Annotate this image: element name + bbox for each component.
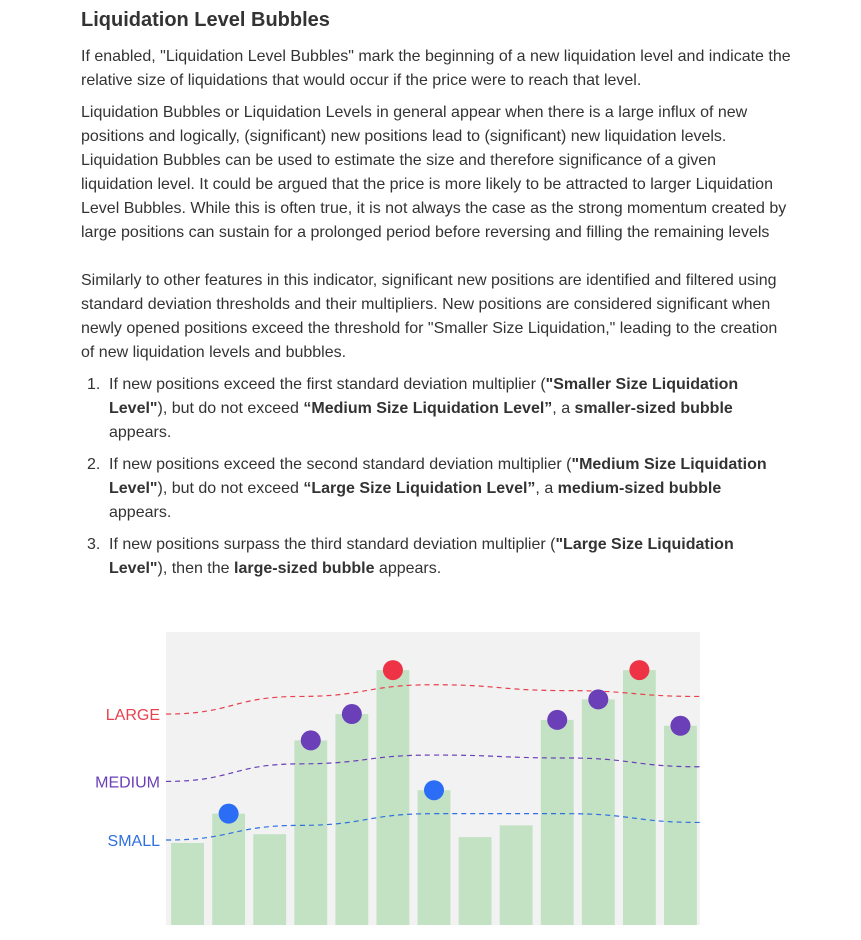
bubble-medium	[588, 689, 608, 709]
chart-bar	[253, 834, 286, 925]
list-bold: large-sized bubble	[234, 560, 375, 577]
list-text: ), but do not exceed	[157, 480, 304, 497]
bubble-large	[383, 660, 403, 680]
chart-bar	[664, 726, 697, 925]
list-bold: "Medium Size Liquidation Level"	[109, 456, 767, 497]
list-item	[81, 453, 781, 525]
chart-bar	[459, 837, 492, 925]
list-text: appears.	[109, 504, 172, 521]
chart-bar	[582, 699, 615, 925]
bubble-medium	[547, 710, 567, 730]
bubble-medium	[301, 730, 321, 750]
chart-bar	[418, 790, 451, 925]
body-paragraph-1: Liquidation Bubbles or Liquidation Levels in general appear when there is a large influx of new positions and logically, (significant) new positions lead to (significant) new liquidation levels. Liquidation Bubbles can be used to estimate the size and therefore significance of a given liquidation level. It could be argued that the price is more likely to be attracted to larger Liquidation Level Bubbles. While this is often true, it is not always the case as the strong momentum created by large positions can sustain for a prolonged period before reversing and filling the remaining levels	[81, 104, 787, 241]
chart-bar	[541, 720, 574, 925]
list-bold: "Large Size Liquidation Level"	[109, 536, 734, 577]
list-bold: “Large Size Liquidation Level”	[303, 480, 536, 497]
list-text: ), but do not exceed	[157, 400, 304, 417]
list-text: , a	[535, 480, 558, 497]
list-bold: smaller-sized bubble	[574, 400, 733, 417]
list-item	[81, 533, 781, 581]
list-number: 1.	[87, 376, 101, 393]
chart-bar	[294, 740, 327, 925]
level-label-large: LARGE	[105, 707, 160, 725]
list-number: 2.	[87, 456, 101, 473]
bubble-size-list	[81, 373, 781, 589]
bubble-medium	[670, 716, 690, 736]
body-paragraph-2: Similarly to other features in this indicator, significant new positions are identified and filtered using standard deviation thresholds and their multipliers. New positions are considered significant when newly opened positions exceed the threshold for "Smaller Size Liquidation," leading to the creation of new liquidation levels and bubbles.	[81, 272, 778, 361]
level-label-small: SMALL	[107, 833, 160, 851]
bubble-medium	[342, 704, 362, 724]
list-text: appears.	[109, 424, 172, 441]
chart-bar	[623, 670, 656, 925]
chart-bar	[212, 814, 245, 925]
chart-bar	[171, 843, 204, 925]
list-text: If new positions exceed the first standard deviation multiplier (	[109, 376, 546, 393]
list-number: 3.	[87, 536, 101, 553]
chart-bar	[376, 670, 409, 925]
section-title: Liquidation Level Bubbles	[81, 9, 330, 31]
list-text: If new positions surpass the third standard deviation multiplier (	[109, 536, 556, 553]
list-bold: medium-sized bubble	[557, 480, 722, 497]
chart-bar	[500, 825, 533, 925]
bubble-large	[629, 660, 649, 680]
list-bold: “Medium Size Liquidation Level”	[303, 400, 553, 417]
list-text: appears.	[374, 560, 442, 577]
list-bold: "Smaller Size Liquidation Level"	[109, 376, 739, 417]
list-text: If new positions exceed the second standard deviation multiplier (	[109, 456, 572, 473]
list-text: , a	[552, 400, 575, 417]
liquidation-bubbles-chart	[0, 600, 861, 940]
list-text: ), then the	[157, 560, 234, 577]
bubble-small	[424, 780, 444, 800]
intro-paragraph: If enabled, "Liquidation Level Bubbles" mark the beginning of a new liquidation level and indicate the relative size of liquidations that would occur if the price were to reach that level.	[81, 48, 791, 89]
list-item	[81, 373, 781, 445]
bubble-small	[219, 804, 239, 824]
level-label-medium: MEDIUM	[95, 774, 160, 792]
